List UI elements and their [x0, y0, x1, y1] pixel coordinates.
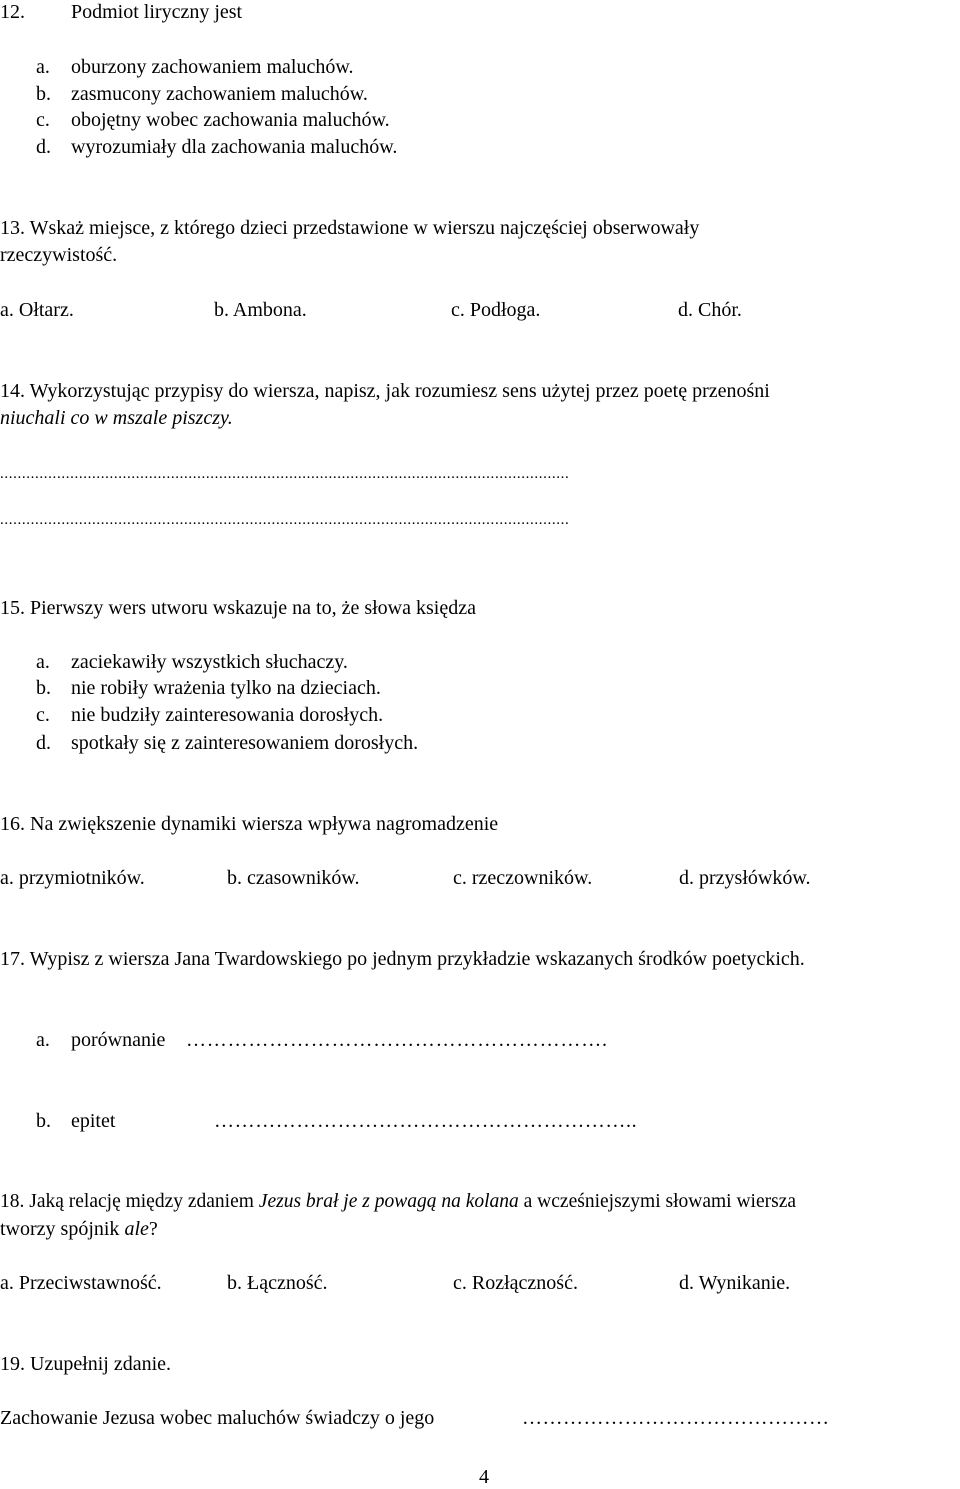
q18-quote: Jezus brał je z powagą na kolana	[258, 1191, 519, 1212]
q18-line2-start: tworzy spójnik	[0, 1218, 125, 1240]
q15-option-a: zaciekawiły wszystkich słuchaczy.	[71, 651, 348, 673]
q18-question-line1	[0, 1190, 796, 1214]
q15-option-c-letter: c.	[36, 704, 50, 726]
q12-option-c: obojętny wobec zachowania maluchów.	[71, 109, 390, 131]
q17-question: 17. Wypisz z wiersza Jana Twardowskiego po jednym przykładzie wskazanych środków poetyckich.	[0, 948, 805, 970]
q15-option-a-letter: a.	[36, 651, 50, 673]
q13-question-line2: rzeczywistość.	[0, 244, 118, 266]
q12-option-d: wyrozumiały dla zachowania maluchów.	[71, 136, 398, 158]
q15-option-b: nie robiły wrażenia tylko na dzieciach.	[71, 677, 381, 699]
q15-option-d-letter: d.	[36, 732, 51, 754]
q12-text: Podmiot liryczny jest	[71, 1, 243, 23]
q15-option-c: nie budziły zainteresowania dorosłych.	[71, 704, 384, 726]
q17-item-a-blank: …………………………………………………….	[186, 1029, 608, 1051]
q18-line2-end: ?	[148, 1218, 158, 1240]
q12-option-d-letter: d.	[36, 136, 51, 158]
q12-option-a-letter: a.	[36, 56, 50, 78]
q18-text-end: a wcześniejszymi słowami wiersza	[518, 1191, 797, 1212]
q12-option-b-letter: b.	[36, 83, 51, 105]
q13-option-b: b. Ambona.	[214, 299, 307, 321]
q13-option-c: c. Podłoga.	[451, 299, 541, 321]
q15-question: 15. Pierwszy wers utworu wskazuje na to, że słowa księdza	[0, 597, 476, 619]
q13-question-line1: 13. Wskaż miejsce, z którego dzieci przedstawione w wierszu najczęściej obserwowały	[0, 217, 700, 239]
q15-option-b-letter: b.	[36, 677, 51, 699]
q14-answer-line2: ..................................................................................................................................	[0, 512, 570, 528]
q18-option-c: c. Rozłączność.	[453, 1272, 578, 1294]
q12-option-a: oburzony zachowaniem maluchów.	[71, 56, 354, 78]
q17-item-b-letter: b.	[36, 1110, 51, 1132]
q12-number: 12.	[0, 1, 25, 23]
q16-option-c: c. rzeczowników.	[453, 867, 593, 889]
q14-question-quote: niuchali co w mszale piszczy.	[0, 407, 233, 429]
q18-option-d: d. Wynikanie.	[679, 1272, 791, 1294]
page-number: 4	[479, 1466, 489, 1488]
q13-option-d: d. Chór.	[678, 299, 742, 321]
q18-option-a: a. Przeciwstawność.	[0, 1272, 162, 1294]
q14-question-line1: 14. Wykorzystując przypisy do wiersza, napisz, jak rozumiesz sens użytej przez poetę przenośni	[0, 380, 770, 402]
q17-item-b-label: epitet	[71, 1110, 116, 1132]
q17-item-a-letter: a.	[36, 1029, 50, 1051]
q19-sentence: Zachowanie Jezusa wobec maluchów świadczy o jego	[0, 1407, 435, 1429]
q19-question: 19. Uzupełnij zdanie.	[0, 1353, 172, 1375]
q16-question: 16. Na zwiększenie dynamiki wiersza wpływa nagromadzenie	[0, 813, 499, 835]
q12-option-b: zasmucony zachowaniem maluchów.	[71, 83, 368, 105]
q13-option-a: a. Ołtarz.	[0, 299, 74, 321]
q18-option-b: b. Łączność.	[227, 1272, 328, 1294]
q14-answer-line1: ..................................................................................................................................	[0, 466, 570, 482]
q16-option-a: a. przymiotników.	[0, 867, 145, 889]
q16-option-b: b. czasowników.	[227, 867, 360, 889]
q19-answer-blank: ………………………………………	[522, 1407, 830, 1429]
q18-text-start: 18. Jaką relację między zdaniem	[0, 1191, 259, 1212]
q12-option-c-letter: c.	[36, 109, 50, 131]
q17-item-b-blank: ……………………………………………………..	[214, 1110, 638, 1132]
q18-question-line2	[0, 1217, 158, 1241]
q15-option-d: spotkały się z zainteresowaniem dorosłych.	[71, 732, 419, 754]
q16-option-d: d. przysłówków.	[679, 867, 811, 889]
q17-item-a-label: porównanie	[71, 1029, 166, 1051]
q18-conjunction: ale	[124, 1218, 149, 1240]
